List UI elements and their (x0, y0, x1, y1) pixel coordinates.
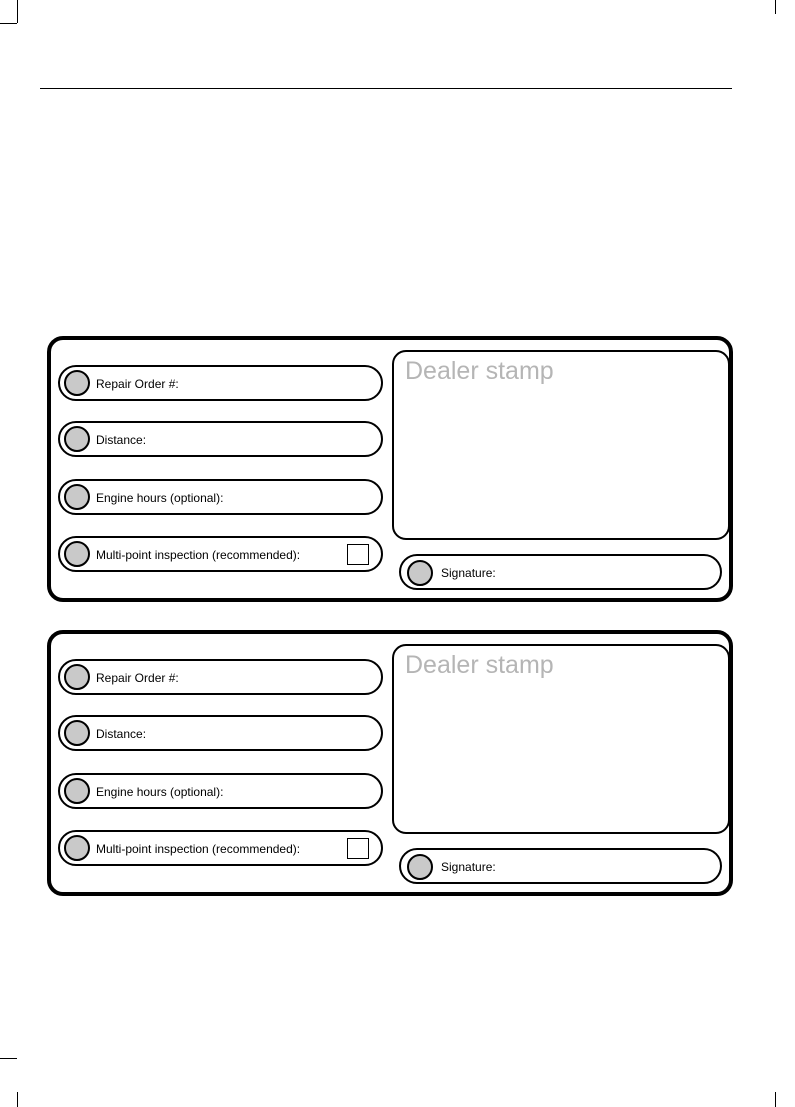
bullet-circle-icon (64, 484, 90, 510)
engine-hours-label: Engine hours (optional): (96, 491, 224, 505)
multi-point-inspection-field[interactable] (58, 830, 383, 866)
signature-label: Signature: (441, 860, 496, 874)
header-rule (40, 88, 732, 89)
dealer-stamp-label: Dealer stamp (405, 357, 554, 385)
crop-mark (17, 0, 18, 23)
service-record-card (47, 336, 733, 602)
dealer-stamp-label: Dealer stamp (405, 651, 554, 679)
multi-point-inspection-checkbox[interactable] (347, 838, 369, 859)
bullet-circle-icon (64, 541, 90, 567)
bullet-circle-icon (64, 835, 90, 861)
distance-field[interactable] (58, 421, 383, 457)
signature-field[interactable] (399, 554, 722, 590)
bullet-circle-icon (64, 664, 90, 690)
crop-mark (775, 1092, 776, 1107)
repair-order-label: Repair Order #: (96, 377, 179, 391)
multi-point-inspection-label: Multi-point inspection (recommended): (96, 548, 301, 562)
dealer-stamp-area (392, 350, 730, 540)
distance-label: Distance: (96, 727, 147, 741)
signature-field[interactable] (399, 848, 722, 884)
engine-hours-field[interactable] (58, 479, 383, 515)
repair-order-field[interactable] (58, 659, 383, 695)
engine-hours-label: Engine hours (optional): (96, 785, 224, 799)
repair-order-field[interactable] (58, 365, 383, 401)
crop-mark (0, 1058, 17, 1059)
bullet-circle-icon (64, 426, 90, 452)
bullet-circle-icon (407, 854, 433, 880)
crop-mark (775, 0, 776, 14)
multi-point-inspection-label: Multi-point inspection (recommended): (96, 842, 301, 856)
signature-label: Signature: (441, 566, 496, 580)
service-record-card (47, 630, 733, 896)
repair-order-label: Repair Order #: (96, 671, 179, 685)
bullet-circle-icon (407, 560, 433, 586)
crop-mark (0, 23, 17, 24)
bullet-circle-icon (64, 778, 90, 804)
distance-label: Distance: (96, 433, 147, 447)
bullet-circle-icon (64, 370, 90, 396)
distance-field[interactable] (58, 715, 383, 751)
bullet-circle-icon (64, 720, 90, 746)
multi-point-inspection-field[interactable] (58, 536, 383, 572)
crop-mark (17, 1092, 18, 1107)
multi-point-inspection-checkbox[interactable] (347, 544, 369, 565)
engine-hours-field[interactable] (58, 773, 383, 809)
dealer-stamp-area (392, 644, 730, 834)
